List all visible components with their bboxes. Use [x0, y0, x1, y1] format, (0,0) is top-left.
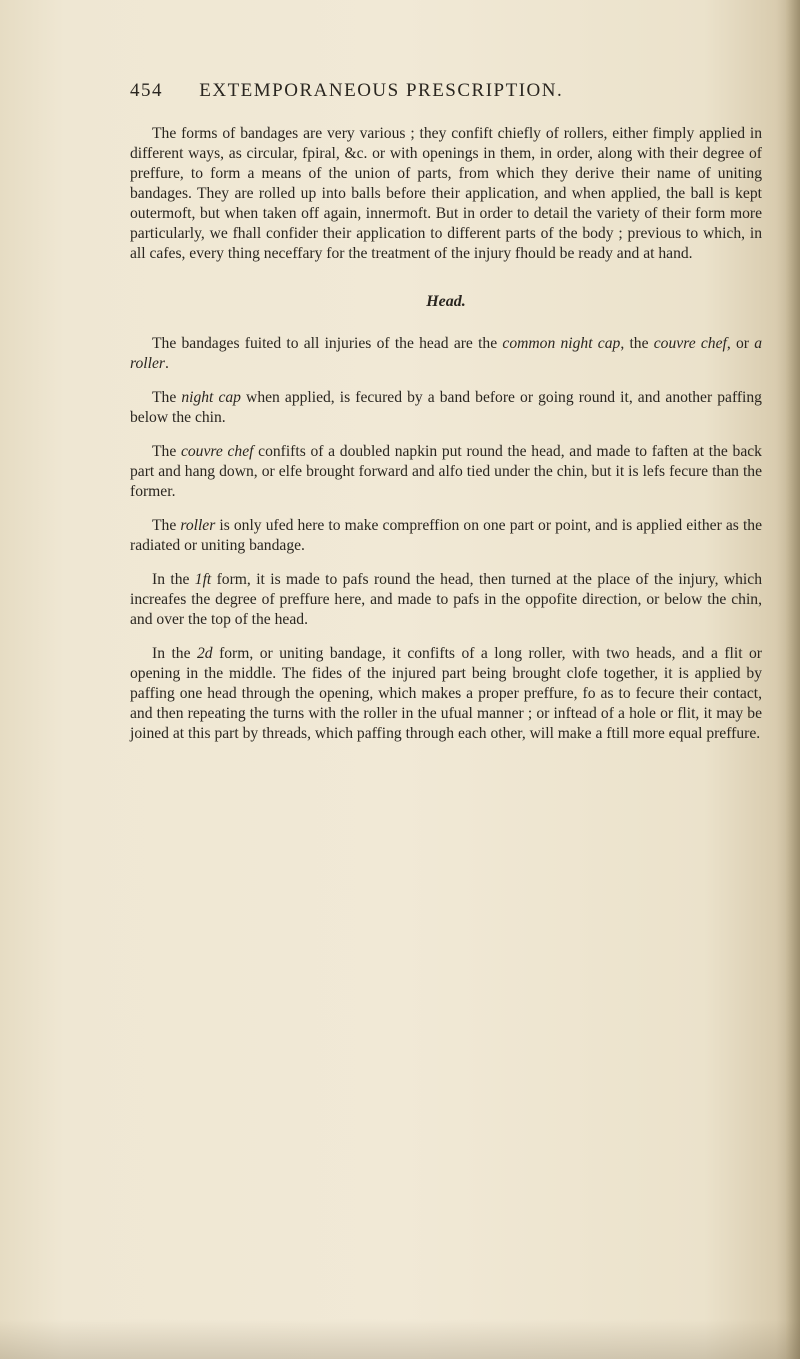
paragraph-first-form — [130, 570, 762, 630]
paragraph-bandage-forms: The forms of bandages are very various ; they confift chiefly of rollers, either fimply applied in different ways, as circular, fpiral, &c. or with openings in them, in order, along with their degree of preffure, to form a means of the union of parts, from which they derive their name of uniting bandages. They are rolled up into balls before their application, and when applied, the ball is kept outermoft, but when taken off again, innermoft. But in order to detail the variety of their form more particularly, we fhall confider their application to different parts of the body ; previous to which, in all cafes, every thing neceffary for the treatment of the injury fhould be ready and at hand. — [130, 125, 762, 262]
italic-term: 2d — [197, 645, 213, 662]
text-run: In the — [152, 571, 195, 588]
text-run: , the — [620, 335, 654, 352]
page-body — [130, 124, 762, 758]
italic-term: 1ft — [194, 571, 212, 588]
text-run: The — [152, 517, 181, 534]
text-run: is only ufed here to make compreffion on one part or point, and is applied either as the radiated or uniting bandage. — [130, 517, 762, 554]
paragraph-couvre-chef — [130, 442, 762, 502]
running-title: EXTEMPORANEOUS PRESCRIPTION. — [199, 80, 564, 101]
text-run: when applied, is fecured by a band before or going round it, and another paffing below the chin. — [130, 389, 762, 426]
paragraph-second-form — [130, 644, 762, 744]
page-number: 454 — [130, 80, 163, 101]
paragraph-head-bandages — [130, 334, 762, 374]
text-run: form, it is made to pafs round the head, then turned at the place of the injury, which increafes the degree of preffure here, and made to pafs in the oppofite direction, or below the chin, and over the top of the head. — [130, 571, 762, 628]
italic-term: night cap — [181, 389, 241, 406]
text-run: In the — [152, 645, 197, 662]
text-run: The — [152, 389, 182, 406]
italic-term: couvre chef — [653, 335, 727, 352]
text-run: confifts of a doubled napkin put round the head, and made to faften at the back part and hang down, or elfe brought forward and alfo tied under the chin, but it is lefs fecure than the former. — [130, 443, 762, 500]
page-bottom-shadow — [0, 1319, 800, 1359]
running-header — [130, 80, 760, 102]
page-edge-shadow — [786, 0, 800, 1359]
italic-term: a roller — [130, 335, 763, 372]
paragraph-roller — [130, 516, 762, 556]
italic-term: common night cap — [502, 335, 621, 352]
italic-term: roller — [180, 517, 216, 534]
paragraph-night-cap — [130, 388, 762, 428]
text-run: The — [152, 443, 181, 460]
text-run: form, or uniting bandage, it confifts of a long roller, with two heads, and a flit or opening in the middle. The fides of the injured part being brought clofe together, it is applied by paffing one head through the opening, which makes a proper preffure, fo as to fecure their contact, and then repeating the turns with the roller in the ufual manner ; or inftead of a hole or flit, it may be joined at this part by threads, which paffing through each other, will make a ftill more equal preffure. — [130, 645, 762, 742]
italic-term: couvre chef — [180, 443, 254, 460]
text-run: , or — [726, 335, 755, 352]
text-run: The bandages fuited to all injuries of the head are the — [152, 335, 503, 352]
text-run: . — [164, 355, 169, 372]
section-heading-head: Head. — [426, 293, 466, 310]
